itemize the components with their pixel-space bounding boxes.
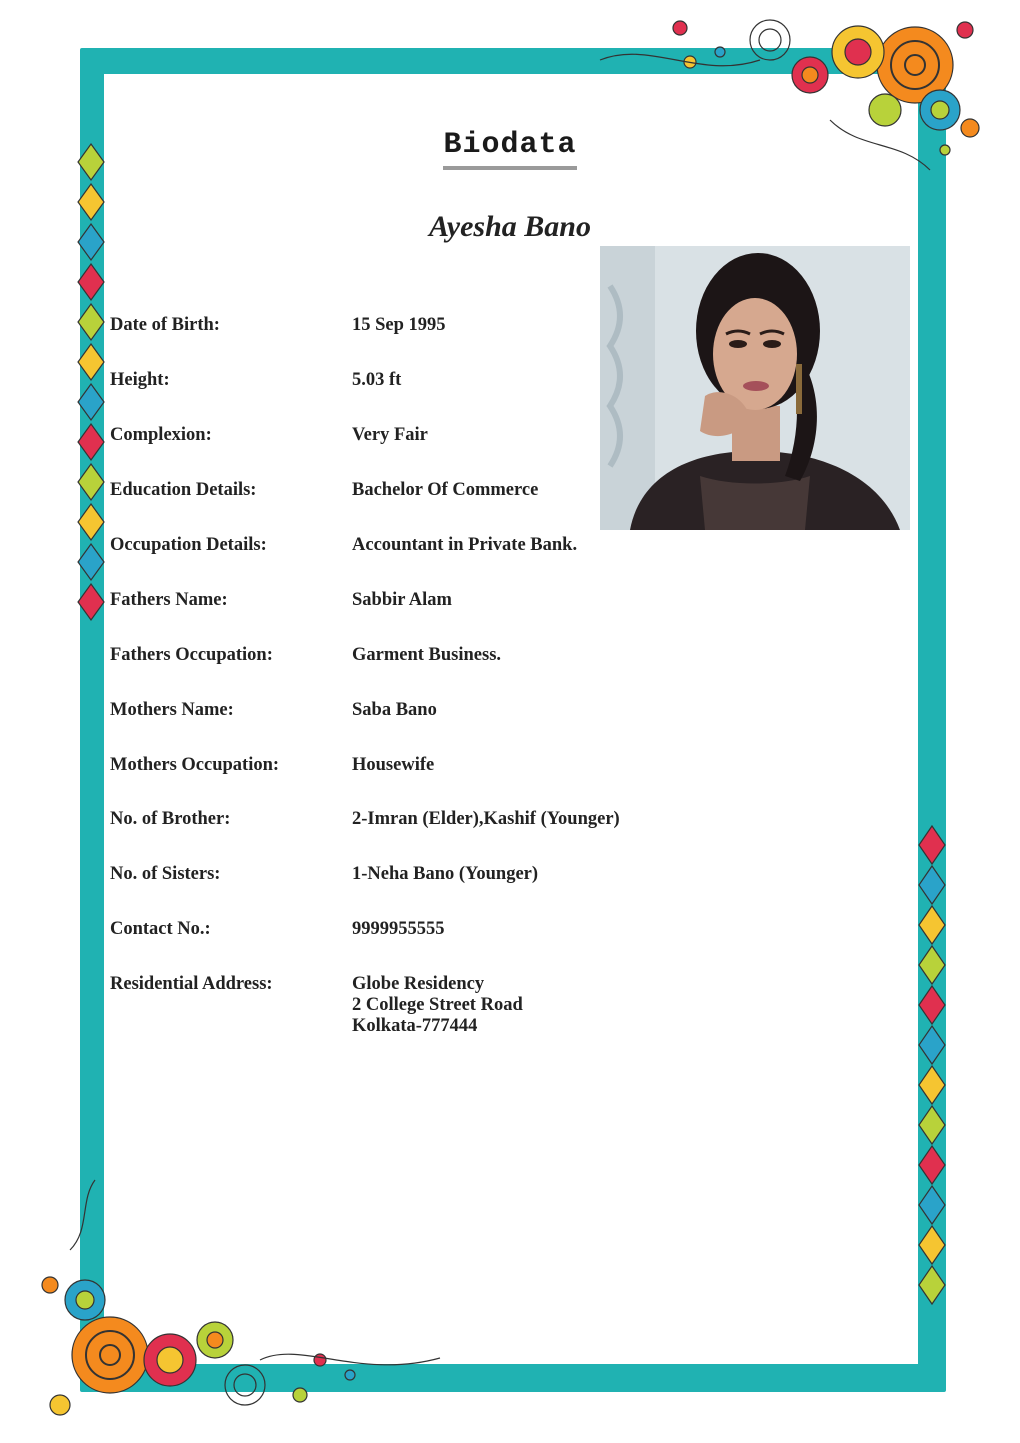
- address-line-3: Kolkata-777444: [352, 1016, 478, 1036]
- detail-label: Mothers Name:: [110, 700, 234, 720]
- detail-value: 1-Neha Bano (Younger): [352, 864, 539, 884]
- detail-label: No. of Sisters:: [110, 864, 221, 884]
- detail-label: Mothers Occupation:: [110, 755, 280, 775]
- profile-photo: [600, 246, 910, 530]
- detail-label: Education Details:: [110, 480, 257, 500]
- detail-value: Very Fair: [352, 425, 428, 445]
- detail-label: Fathers Name:: [110, 590, 228, 610]
- detail-value: Housewife: [352, 755, 435, 775]
- detail-value: 5.03 ft: [352, 370, 402, 390]
- detail-label: Contact No.:: [110, 919, 211, 939]
- detail-value: Bachelor Of Commerce: [352, 480, 539, 500]
- detail-label: Height:: [110, 370, 170, 390]
- detail-label: Residential Address:: [110, 974, 273, 994]
- detail-label: No. of Brother:: [110, 809, 231, 829]
- detail-value: Saba Bano: [352, 700, 437, 720]
- detail-value-address: [352, 974, 523, 1037]
- candidate-name: Ayesha Bano: [429, 210, 591, 243]
- detail-label: Date of Birth:: [110, 315, 220, 335]
- address-line-1: Globe Residency: [352, 974, 485, 994]
- detail-label: Occupation Details:: [110, 535, 267, 555]
- address-line-2: 2 College Street Road: [352, 995, 523, 1015]
- profile-photo-illustration: [600, 246, 910, 530]
- detail-value: 2-Imran (Elder),Kashif (Younger): [352, 809, 620, 829]
- detail-value: Sabbir Alam: [352, 590, 452, 610]
- page-title-text: Biodata: [443, 128, 576, 170]
- page-title: [0, 128, 1020, 170]
- detail-label: Fathers Occupation:: [110, 645, 273, 665]
- detail-value: 15 Sep 1995: [352, 315, 446, 335]
- detail-label: Complexion:: [110, 425, 212, 445]
- detail-value: Garment Business.: [352, 645, 502, 665]
- detail-value: 9999955555: [352, 919, 445, 939]
- detail-value: Accountant in Private Bank.: [352, 535, 578, 555]
